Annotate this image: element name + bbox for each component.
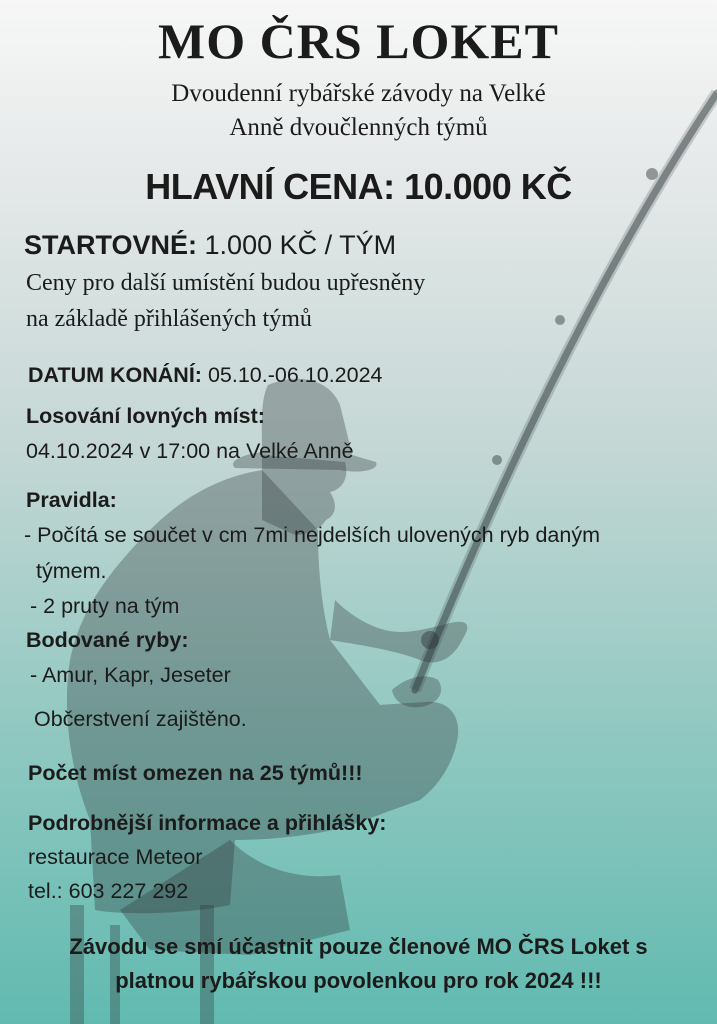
footer-line-2: platnou rybářskou povolenkou pro rok 2024 !!!: [115, 968, 602, 993]
rule-2: - 2 pruty na tým: [30, 594, 180, 618]
entry-fee-value: 1.000 KČ / TÝM: [204, 230, 397, 260]
rule-1-line-1: - Počítá se součet v cm 7mi nejdelších ulovených ryb daným: [24, 523, 600, 547]
event-date: [28, 363, 383, 388]
entry-fee-label: STARTOVNÉ:: [24, 230, 198, 260]
main-prize: HLAVNÍ CENA: 10.000 KČ: [145, 166, 572, 207]
capacity-notice: Počet míst omezen na 25 týmů!!!: [28, 761, 363, 785]
fish-list: - Amur, Kapr, Jeseter: [30, 663, 231, 687]
subtitle-line-1: Dvoudenní rybářské závody na Velké: [171, 80, 546, 107]
fish-label: Bodované ryby:: [26, 628, 189, 652]
rule-1-line-2: týmem.: [36, 559, 107, 583]
entry-fee: [24, 230, 396, 261]
info-place: restaurace Meteor: [28, 845, 203, 869]
footer-line-1: Závodu se smí účastnit pouze členové MO ČRS Loket s: [69, 934, 648, 959]
draw-label: Losování lovných míst:: [26, 404, 265, 428]
rules-label: Pravidla:: [26, 488, 117, 512]
info-phone: tel.: 603 227 292: [28, 879, 189, 903]
info-label: Podrobnější informace a přihlášky:: [28, 811, 387, 835]
poster-title: MO ČRS LOKET: [158, 13, 559, 69]
event-date-value: 05.10.-06.10.2024: [207, 363, 383, 387]
subtitle-line-2: Anně dvoučlenných týmů: [229, 114, 488, 141]
other-prizes-line-2: na základě přihlášených týmů: [26, 306, 312, 332]
draw-value: 04.10.2024 v 17:00 na Velké Anně: [26, 439, 354, 463]
other-prizes-line-1: Ceny pro další umístění budou upřesněny: [26, 270, 426, 296]
event-date-label: DATUM KONÁNÍ:: [28, 363, 202, 387]
refreshments: Občerstvení zajištěno.: [34, 707, 247, 731]
